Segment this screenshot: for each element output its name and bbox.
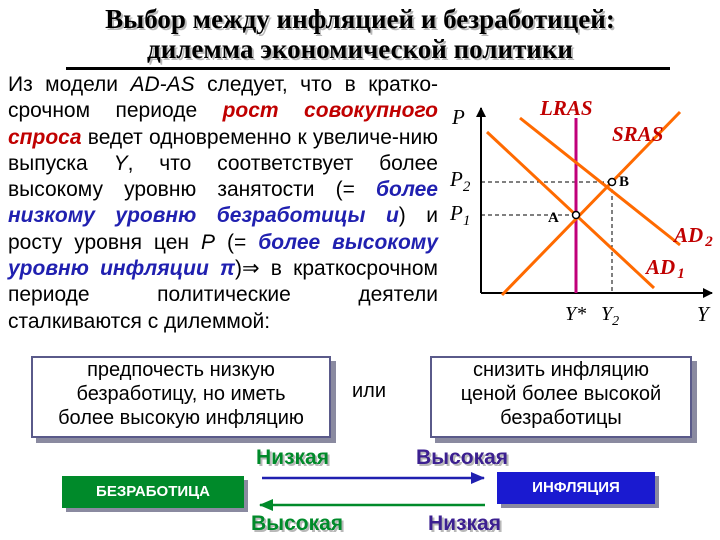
choice1-line1: предпочесть низкую: [87, 359, 275, 381]
para-lower-unemployment: более низкому уровню безработицы u: [8, 178, 438, 228]
inflation-high-label: Высокая: [416, 446, 509, 469]
lras-label: LRAS: [540, 96, 593, 120]
para-text-13: )⇒ в краткосрочном периоде политические деятели сталкиваются с дилеммой:: [8, 257, 438, 333]
choice2-line3: безработицы: [500, 407, 622, 429]
choice1-line2: безработицу, но иметь: [76, 383, 286, 405]
unemployment-high-label: Высокая: [251, 512, 344, 535]
title-line-1: Выбор между инфляцией и безработицей:: [105, 4, 615, 34]
para-text-5: ведет одновременно к увеличе-нию выпуска: [8, 125, 438, 175]
choice1-line3: более высокую инфляцию: [58, 407, 304, 429]
choice-low-unemployment: [31, 356, 331, 438]
y-axis-label: P: [452, 105, 465, 129]
para-text-9: ) и росту уровня цен: [8, 204, 439, 254]
para-text-3: следует, что в кратко-срочном периоде: [8, 73, 438, 123]
para-model-name: AD-AS: [130, 73, 195, 96]
ad1-line: [487, 132, 654, 288]
point-a: [573, 212, 580, 219]
choice2-line2: ценой более высокой: [460, 383, 662, 405]
point-b-label: B: [619, 174, 630, 190]
unemployment-low-label: Низкая: [256, 446, 329, 469]
x-axis-label: Y: [697, 302, 709, 326]
para-higher-inflation: более высокому уровню инфляции π: [8, 230, 438, 281]
sras-label: SRAS: [612, 122, 664, 146]
para-demand-growth: рост совокупного спроса: [8, 99, 438, 149]
ad1-label: AD 1: [646, 255, 685, 282]
para-price-symbol: P: [200, 230, 215, 254]
inflation-low-label: Низкая: [428, 512, 501, 535]
ad2-label: AD 2: [674, 223, 713, 250]
inflation-box: ИНФЛЯЦИЯ: [497, 472, 655, 504]
choice-low-inflation: [430, 356, 692, 438]
p1-label: $P_1$: [450, 201, 471, 229]
para-text-1: Из модели: [8, 73, 131, 96]
or-label: или: [352, 380, 387, 402]
p2-label: $P_2$: [450, 167, 471, 195]
y-star-label: Y*: [565, 303, 587, 325]
unemployment-box: БЕЗРАБОТИЦА: [62, 476, 244, 508]
title-line-2: дилемма экономической политики: [147, 34, 573, 64]
point-b: [609, 179, 616, 186]
para-output-symbol: Y: [113, 151, 128, 175]
point-a-label: A: [548, 210, 559, 226]
y2-label: $Y_2$: [601, 303, 620, 329]
choice2-line1: снизить инфляцию: [472, 359, 650, 381]
para-text-11: (=: [215, 230, 259, 254]
para-text-7: , что соответствует более высокому уровню занятости (=: [8, 151, 438, 202]
